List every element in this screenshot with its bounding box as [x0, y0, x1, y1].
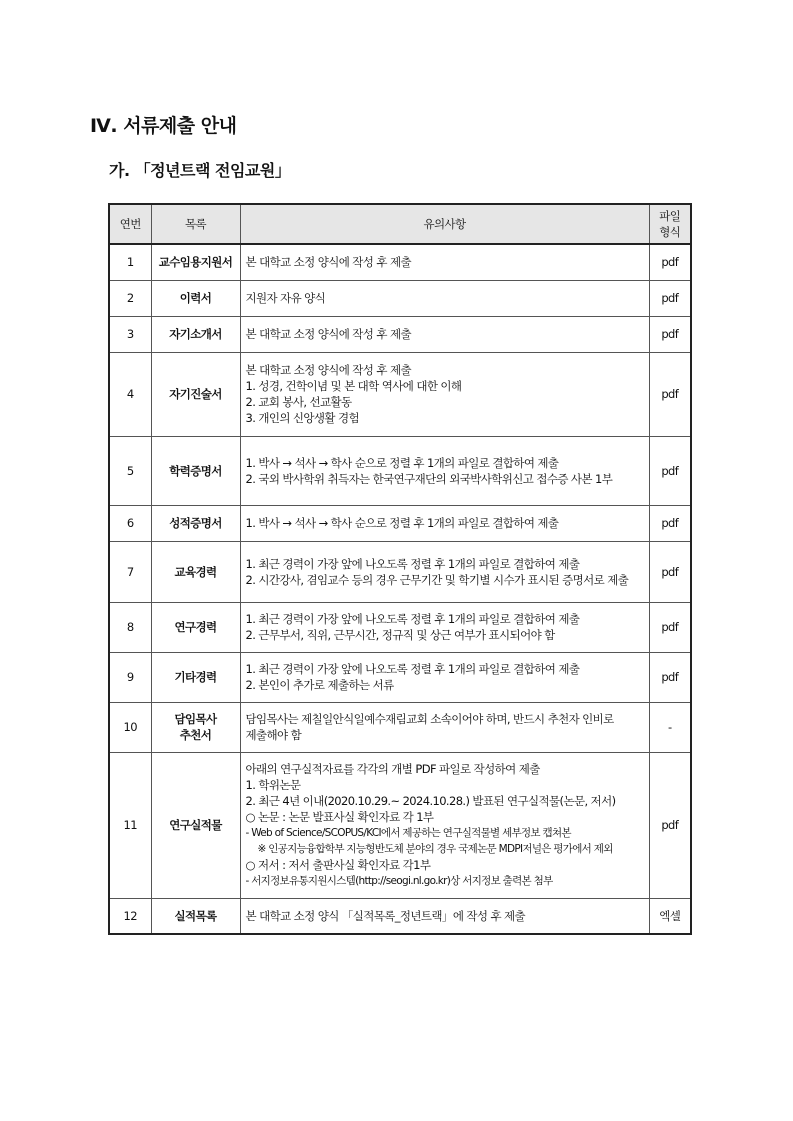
document-name-line: 교수임용지원서 [158, 255, 233, 270]
note-line: 1. 최근 경력이 가장 앞에 나오도록 정렬 후 1개의 파일로 결합하여 제출 [245, 662, 580, 676]
requirement-notes [240, 541, 649, 602]
document-name [151, 505, 240, 541]
note-line: 지원자 자유 양식 [245, 291, 326, 305]
note-line: 본 대학교 소정 양식에 작성 후 제출 [245, 255, 411, 270]
table-row [109, 436, 691, 505]
requirement-notes [240, 436, 649, 505]
file-format: - [649, 702, 691, 752]
document-name-line: 연구경력 [174, 620, 217, 634]
document-name [151, 352, 240, 436]
note-line: ※ 인공지능융합학부 지능형반도체 분야의 경우 국제논문 MDPI저널은 평가에서 제외 [257, 843, 613, 855]
table-row [109, 244, 691, 280]
note-line: 2. 교회 봉사, 선교활동 [245, 395, 352, 409]
requirement-notes [240, 280, 649, 316]
row-number: 7 [109, 541, 151, 602]
file-format: pdf [649, 244, 691, 280]
document-name-line: 추천서 [179, 728, 212, 742]
file-format: pdf [649, 280, 691, 316]
row-number: 1 [109, 244, 151, 280]
document-name [151, 244, 240, 280]
note-line: 2. 국외 박사학위 취득자는 한국연구재단의 외국박사학위신고 접수증 사본 1부 [245, 471, 613, 486]
file-format: pdf [649, 316, 691, 352]
note-line: 2. 근무부서, 직위, 근무시간, 정규직 및 상근 여부가 표시되어야 함 [245, 628, 555, 642]
document-name [151, 316, 240, 352]
note-line: 본 대학교 소정 양식 「실적목록_정년트랙」에 작성 후 제출 [245, 908, 526, 923]
note-line: ○ 논문 : 논문 발표사실 확인자료 각 1부 [245, 810, 434, 824]
row-number: 8 [109, 602, 151, 652]
sub-title: 가. 「정년트랙 전임교원」 [109, 161, 291, 180]
document-name-line: 담임목사 [174, 712, 217, 726]
note-line: 2. 최근 4년 이내(2020.10.29.~ 2024.10.28.) 발표된 연구실적물(논문, 저서) [245, 794, 616, 808]
requirement-notes [240, 652, 649, 702]
table-row [109, 752, 691, 898]
file-format: pdf [649, 505, 691, 541]
note-line: 1. 최근 경력이 가장 앞에 나오도록 정렬 후 1개의 파일로 결합하여 제출 [245, 556, 580, 571]
requirement-notes [240, 602, 649, 652]
table-row [109, 702, 691, 752]
row-number: 2 [109, 280, 151, 316]
requirement-notes [240, 352, 649, 436]
note-line: - Web of Science/SCOPUS/KCI에서 제공하는 연구실적물별 세부정보 캡쳐본 [245, 827, 571, 839]
header-format [649, 204, 691, 244]
note-line: 2. 본인이 추가로 제출하는 서류 [245, 678, 394, 692]
note-line: 담임목사는 제칠일안식일예수재림교회 소속이어야 하며, 반드시 추천자 인비로 [245, 712, 614, 726]
file-format: pdf [649, 352, 691, 436]
header-format-line: 형식 [659, 225, 681, 239]
document-name-line: 실적목록 [174, 908, 217, 923]
note-line: 본 대학교 소정 양식에 작성 후 제출 [245, 327, 411, 341]
note-line: 1. 박사 → 석사 → 학사 순으로 정렬 후 1개의 파일로 결합하여 제출 [245, 455, 559, 470]
document-name-line: 학력증명서 [169, 463, 222, 478]
requirement-notes [240, 752, 649, 898]
document-name-line: 교육경력 [174, 564, 217, 579]
table-row [109, 505, 691, 541]
file-format: pdf [649, 436, 691, 505]
table-row [109, 652, 691, 702]
table-row [109, 280, 691, 316]
table-header-row [109, 204, 691, 244]
document-name [151, 752, 240, 898]
document-name [151, 702, 240, 752]
requirement-notes [240, 702, 649, 752]
file-format: pdf [649, 752, 691, 898]
header-note: 유의사항 [240, 204, 649, 244]
document-name-line: 자기소개서 [169, 327, 222, 341]
document-name-line: 자기진술서 [169, 387, 222, 401]
header-name: 목록 [151, 204, 240, 244]
note-line: - 서지정보유통지원시스템(http://seogi.nl.go.kr)상 서지정보 출력본 첨부 [245, 875, 553, 887]
row-number: 9 [109, 652, 151, 702]
file-format: pdf [649, 541, 691, 602]
file-format: pdf [649, 652, 691, 702]
table-row [109, 316, 691, 352]
note-line: 3. 개인의 신앙생활 경험 [245, 411, 360, 425]
table-row [109, 898, 691, 934]
note-line: 아래의 연구실적자료를 각각의 개별 PDF 파일로 작성하여 제출 [245, 762, 540, 776]
note-line: ○ 저서 : 저서 출판사실 확인자료 각1부 [245, 858, 431, 872]
document-name-line: 성적증명서 [169, 516, 222, 530]
file-format: pdf [649, 602, 691, 652]
document-name [151, 652, 240, 702]
note-line: 제출해야 함 [245, 728, 302, 742]
table-row [109, 352, 691, 436]
note-line: 1. 학위논문 [245, 778, 301, 792]
table-row [109, 602, 691, 652]
requirement-notes [240, 898, 649, 934]
document-name [151, 602, 240, 652]
header-format-line: 파일 [659, 209, 681, 223]
document-requirements-table [108, 203, 692, 935]
note-line: 본 대학교 소정 양식에 작성 후 제출 [245, 363, 411, 377]
row-number: 11 [109, 752, 151, 898]
document-name-line: 연구실적물 [169, 818, 222, 832]
note-line: 1. 성경, 건학이념 및 본 대학 역사에 대한 이해 [245, 379, 462, 393]
document-name [151, 436, 240, 505]
document-name-line: 기타경력 [174, 670, 217, 684]
section-title: Ⅳ. 서류제출 안내 [90, 115, 237, 137]
table-row [109, 541, 691, 602]
document-name [151, 280, 240, 316]
note-line: 1. 최근 경력이 가장 앞에 나오도록 정렬 후 1개의 파일로 결합하여 제출 [245, 612, 580, 626]
row-number: 12 [109, 898, 151, 934]
row-number: 6 [109, 505, 151, 541]
document-name [151, 898, 240, 934]
note-line: 2. 시간강사, 겸임교수 등의 경우 근무기간 및 학기별 시수가 표시된 증명서로 제출 [245, 572, 629, 587]
file-format: 엑셀 [649, 898, 691, 934]
row-number: 5 [109, 436, 151, 505]
requirement-notes [240, 316, 649, 352]
header-no: 연번 [109, 204, 151, 244]
note-line: 1. 박사 → 석사 → 학사 순으로 정렬 후 1개의 파일로 결합하여 제출 [245, 516, 559, 530]
row-number: 4 [109, 352, 151, 436]
requirement-notes [240, 505, 649, 541]
row-number: 10 [109, 702, 151, 752]
row-number: 3 [109, 316, 151, 352]
document-name-line: 이력서 [179, 291, 212, 305]
document-name [151, 541, 240, 602]
requirement-notes [240, 244, 649, 280]
